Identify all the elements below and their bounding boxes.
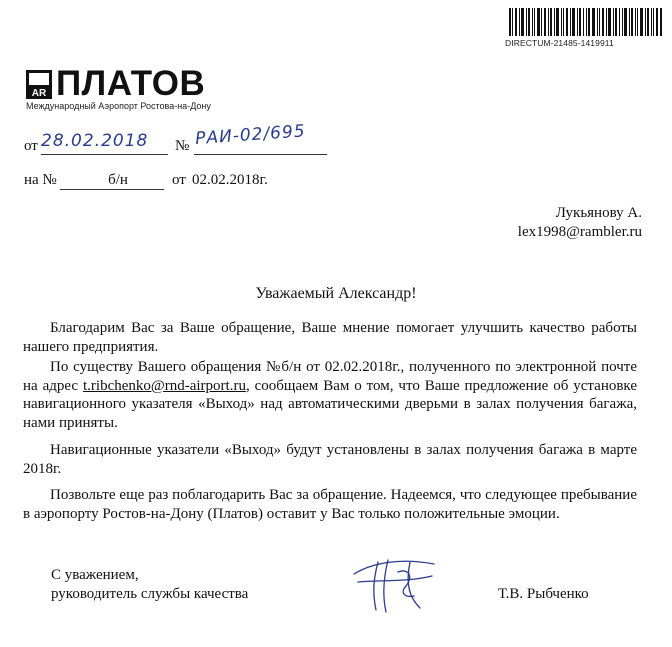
number-label: № xyxy=(175,138,190,154)
paragraph-2-text-b: , сообщаем Вам о том, что Ваше предложение об установке навигационного указателя «Выход» над автоматическими дверьми в залах получения багажа, нами приняты. xyxy=(23,377,637,431)
date-field xyxy=(41,131,168,155)
barcode xyxy=(509,8,662,36)
paragraph-2 xyxy=(23,358,637,432)
handwritten-signature xyxy=(348,552,440,614)
paragraph-3: Навигационные указатели «Выход» будут установлены в залах получения багажа в марте 2018г. xyxy=(23,442,637,477)
signer-name: Т.В. Рыбченко xyxy=(498,586,589,602)
recipient-email: lex1998@rambler.ru xyxy=(517,224,642,240)
reply-number: б/н xyxy=(108,172,128,188)
reply-date: 02.02.2018г. xyxy=(192,172,268,188)
paragraph-1: Благодарим Вас за Ваше обращение, Ваше мнение помогает улучшить качество работы нашего предприятия. xyxy=(23,320,637,355)
number-field xyxy=(194,121,327,155)
quality-email-link[interactable]: t.ribchenko@rnd-airport.ru xyxy=(83,377,246,394)
logo-mark-icon xyxy=(26,70,52,99)
handwritten-number: РАИ-02/695 xyxy=(194,121,307,149)
logo-mark-text: AR xyxy=(31,88,47,99)
logo-subtitle: Международный Аэропорт Ростова-на-Дону xyxy=(26,101,211,111)
reply-number-field xyxy=(60,171,164,190)
barcode-number: DIRECTUM-21485-1419911 xyxy=(505,38,614,48)
paragraph-2-text-a: По существу Вашего обращения №б/н от 02.02.2018г., полученного по электронной почте на адрес xyxy=(23,359,637,394)
greeting: Уважаемый Александр! xyxy=(255,285,417,302)
handwritten-date: 28.02.2018 xyxy=(41,131,149,151)
recipient-name: Лукьянову А. xyxy=(555,205,642,221)
closing-regards: С уважением, xyxy=(51,567,139,583)
reply-prefix: на № xyxy=(24,172,57,188)
from-label: от xyxy=(24,138,38,154)
reply-date-label: от xyxy=(172,172,186,188)
paragraph-4: Позвольте еще раз поблагодарить Вас за обращение. Надеемся, что следующее пребывание в аэропорту Ростов-на-Дону (Платов) оставит у Вас только положительные эмоции. xyxy=(23,487,637,522)
logo-title: ПЛАТОВ xyxy=(56,64,206,103)
closing-position: руководитель службы качества xyxy=(51,586,249,602)
